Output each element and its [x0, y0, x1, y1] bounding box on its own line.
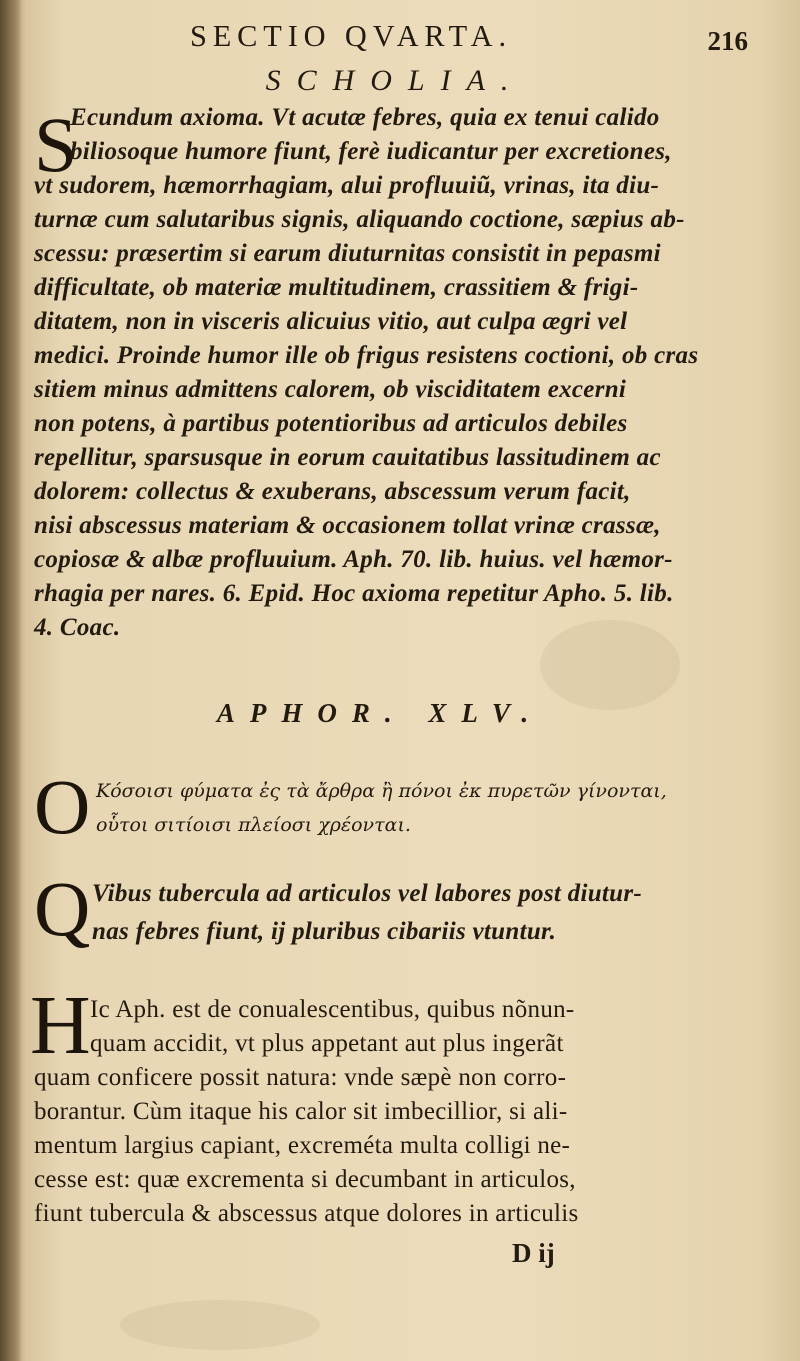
scholia-drop-cap: S: [34, 101, 78, 188]
commentary-drop-cap: H: [30, 979, 91, 1072]
greek-line: οὗτοι σιτίοισι πλείοσι χρέονται.: [96, 814, 411, 836]
commentary-line: mentum largius capiant, excreméta multa colligi ne-: [34, 1132, 571, 1159]
greek-drop-cap: O: [34, 763, 91, 850]
page-stain: [540, 620, 680, 710]
commentary-line: quam conficere possit natura: vnde sæpè non corro-: [34, 1064, 567, 1091]
scholia-line: rhagia per nares. 6. Epid. Hoc axioma repetitur Apho. 5. lib.: [34, 580, 674, 607]
page-stain: [120, 1300, 320, 1350]
latin-line: Vibus tubercula ad articulos vel labores post diutur-: [92, 880, 643, 907]
scholia-line: biliosoque humore fiunt, ferè iudicantur per excretiones,: [70, 138, 672, 165]
scholia-line: copiosæ & albæ profluuium. Aph. 70. lib. huius. vel hæmor-: [34, 546, 673, 573]
commentary-line: fiunt tubercula & abscessus atque dolores in articulis: [34, 1200, 579, 1227]
aphorism-heading: APHOR. XLV.: [216, 698, 544, 728]
scholia-line: turnæ cum salutaribus signis, aliquando coctione, sæpius ab-: [34, 206, 685, 233]
scholia-line: ditatem, non in visceris alicuius vitio, aut culpa ægri vel: [34, 308, 628, 335]
scholia-line: Ecundum axioma. Vt acutæ febres, quia ex tenui calido: [70, 104, 660, 131]
latin-drop-cap: Q: [34, 865, 91, 952]
page-number: 216: [707, 26, 748, 56]
scholia-line: difficultate, ob materiæ multitudinem, crassitiem & frigi-: [34, 274, 639, 301]
signature-mark: D ij: [512, 1238, 555, 1268]
commentary-line: Ic Aph. est de conualescentibus, quibus nõnun-: [90, 996, 575, 1023]
scholia-line: non potens, à partibus potentioribus ad articulos debiles: [34, 410, 628, 437]
scholia-line: nisi abscessus materiam & occasionem tollat vrinæ crassæ,: [34, 512, 661, 539]
scholia-line: medici. Proinde humor ille ob frigus resistens coctioni, ob cras: [34, 342, 699, 369]
binding-gutter: [0, 0, 22, 1361]
latin-line: nas febres fiunt, ij pluribus cibariis vtuntur.: [92, 918, 557, 945]
commentary-line: borantur. Cùm itaque his calor sit imbecillior, si ali-: [34, 1098, 568, 1125]
scholia-line: vt sudorem, hæmorrhagiam, alui profluuiũ, vrinas, ita diu-: [34, 172, 660, 199]
scholia-line: sitiem minus admittens calorem, ob visciditatem excerni: [34, 376, 627, 403]
commentary-line: quam accidit, vt plus appetant aut plus ingerãt: [90, 1030, 564, 1057]
scholia-line: repellitur, sparsusque in eorum cauitatibus lassitudinem ac: [34, 444, 661, 471]
scholia-line: 4. Coac.: [34, 614, 121, 641]
scholia-heading: SCHOLIA.: [265, 64, 525, 97]
scholia-line: scessu: præsertim si earum diuturnitas consistit in pepasmi: [34, 240, 661, 267]
commentary-line: cesse est: quæ excrementa si decumbant in articulos,: [34, 1166, 576, 1193]
scholia-line: dolorem: collectus & exuberans, abscessum verum facit,: [34, 478, 631, 505]
running-head: SECTIO QVARTA.: [190, 18, 512, 53]
greek-line: Κόσοισι φύματα ἐς τὰ ἄρθρα ἢ πόνοι ἐκ πυρετῶν γίνονται,: [96, 780, 667, 802]
